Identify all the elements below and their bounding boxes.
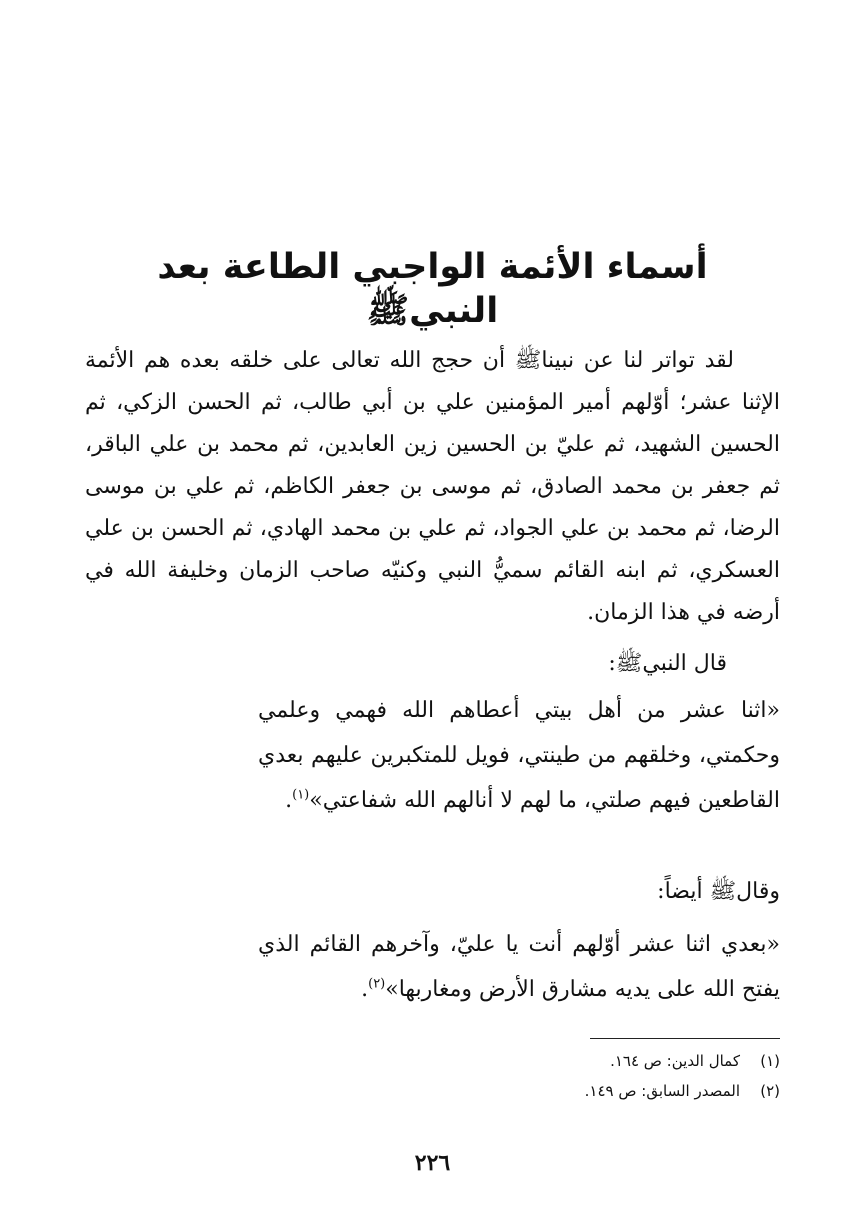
footnote-item <box>585 1046 780 1076</box>
intro-paragraph <box>85 340 780 634</box>
quote-1 <box>258 688 780 823</box>
intro-text: لقد تواتر لنا عن نبيناﷺ أن حجج الله تعالى على خلقه بعده هم الأئمة الإثنا عشر؛ أوّلهم أمير المؤمنين علي بن أبي طالب، ثم الحسن الزكي، ثم الحسين الشهيد، ثم عليّ بن الحسين زين العابدين، ثم محمد بن علي الباقر، ثم جعفر بن محمد الصادق، ثم موسى بن جعفر الكاظم، ثم علي بن موسى الرضا، ثم محمد بن علي الجواد، ثم علي بن محمد الهادي، ثم الحسن بن علي العسكري، ثم ابنه القائم سميُّ النبي وكنيّه صاحب الزمان وخليفة الله في أرضه في هذا الزمان. <box>85 348 780 625</box>
footnote-divider <box>590 1038 780 1039</box>
footnote-number: (٢) <box>760 1082 780 1100</box>
quote-2-text: «بعدي اثنا عشر أوّلهم أنت يا عليّ، وآخرهم القائم الذي يفتح الله على يديه مشارق الأرض ومغاربها» <box>258 932 780 1002</box>
quote-1-text: «اثنا عشر من أهل بيتي أعطاهم الله فهمي وعلمي وحكمتي، وخلقهم من طينتي، فويل للمتكبرين عليهم بعدي القاطعين فيهم صلتي، ما لهم لا أنالهم الله شفاعتي» <box>258 698 780 813</box>
page-title: أسماء الأئمة الواجبي الطاعة بعد النبيﷺ <box>157 247 708 332</box>
quote-1-end: . <box>285 788 293 813</box>
quote-2-end: . <box>361 977 369 1002</box>
saying-2-intro: وقالﷺ أيضاً: <box>657 879 780 904</box>
footnote-number: (١) <box>760 1052 780 1070</box>
footnote-text: المصدر السابق: ص ١٤٩. <box>584 1082 740 1100</box>
footnote-ref-1[interactable]: (١) <box>292 787 310 803</box>
saying-1-intro: قال النبيﷺ: <box>608 651 727 676</box>
footnote-ref-2[interactable]: (٢) <box>368 976 386 992</box>
page-number: ٢٢٦ <box>414 1150 451 1176</box>
footnote-item <box>585 1076 780 1106</box>
quote-2 <box>258 922 780 1012</box>
footnotes <box>585 1046 780 1106</box>
footnote-text: كمال الدين: ص ١٦٤. <box>610 1052 740 1070</box>
